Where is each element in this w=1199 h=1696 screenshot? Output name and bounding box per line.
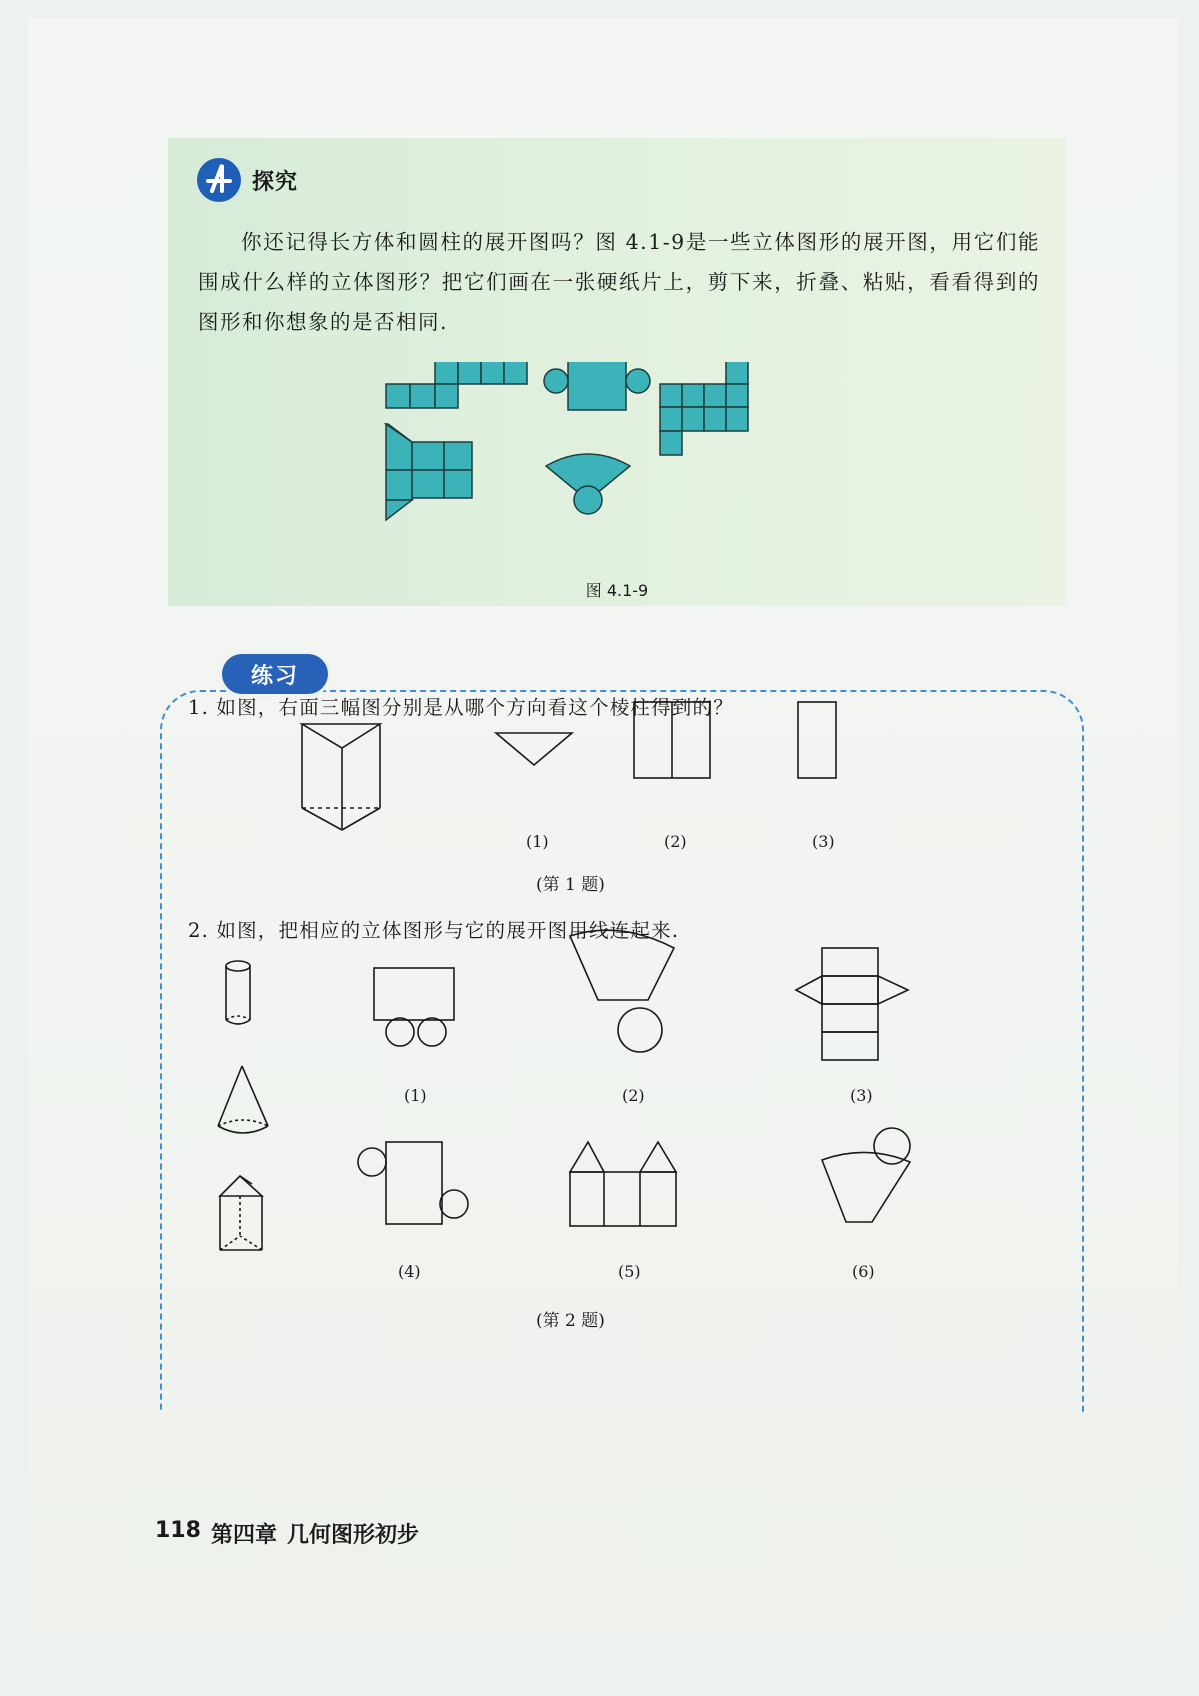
q2-label-6: (6) — [852, 1262, 875, 1281]
question-1: 1. 如图，右面三幅图分别是从哪个方向看这个棱柱得到的？ — [188, 696, 734, 719]
cone-net — [546, 454, 630, 514]
explore-header — [196, 156, 298, 204]
q2-label-2: (2) — [622, 1086, 645, 1105]
q2-caption: (第 2 题) — [536, 1311, 605, 1331]
exercise-box — [160, 690, 1084, 1412]
q2-label-4: (4) — [398, 1262, 421, 1281]
prism-net — [386, 424, 472, 520]
explore-paragraph: 你还记得长方体和圆柱的展开图吗？图 4.1-9是一些立体图形的展开图，用它们能围成什么样的立体图形？把它们画在一张硬纸片上，剪下来，折叠、粘贴，看看得到的图形和你想象的是否相同. — [198, 230, 1040, 334]
question-2: 2. 如图，把相应的立体图形与它的展开图用线连起来. — [188, 919, 680, 942]
chapter-title: 几何图形初步 — [286, 1523, 419, 1548]
cylinder-net — [544, 362, 650, 410]
q1-label-1: (1) — [526, 832, 549, 851]
q2-label-5: (5) — [618, 1262, 641, 1281]
q2-label-1: (1) — [404, 1086, 427, 1105]
q1-label-3: (3) — [812, 832, 835, 851]
q1-caption: (第 1 题) — [536, 875, 605, 895]
page-number: 118 — [155, 1518, 201, 1543]
page-footer — [155, 1518, 419, 1549]
explore-logo-icon — [196, 157, 242, 203]
cube-net-staircase — [386, 362, 527, 408]
explore-title: 探究 — [252, 169, 299, 195]
chapter-label: 第四章 — [210, 1523, 277, 1548]
nets-figure — [168, 362, 1066, 606]
explore-panel — [168, 138, 1066, 606]
q2-label-3: (3) — [850, 1086, 873, 1105]
q1-label-2: (2) — [664, 832, 687, 851]
cube-net-l-shape — [660, 362, 748, 455]
exercise-badge: 练习 — [222, 654, 328, 694]
figure-caption: 图 4.1-9 — [585, 581, 649, 600]
